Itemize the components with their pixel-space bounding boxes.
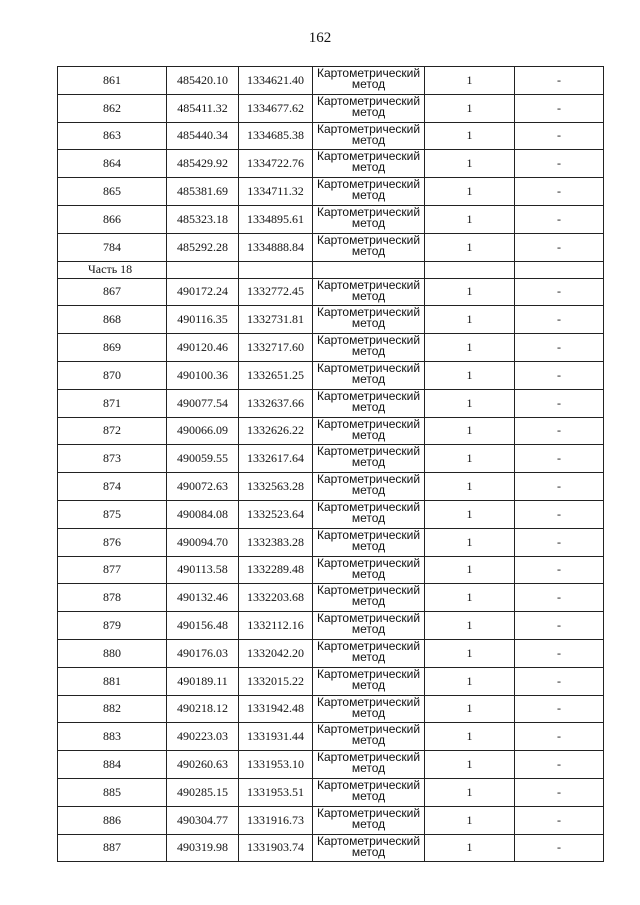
dash-cell: -: [515, 334, 604, 362]
accuracy-cell: 1: [425, 778, 515, 806]
method-cell: [313, 445, 425, 473]
method-cell: [313, 417, 425, 445]
dash-cell: -: [515, 67, 604, 95]
empty-cell: [425, 261, 515, 278]
y-coordinate-cell: 1332523.64: [239, 500, 313, 528]
method-line-2: метод: [351, 622, 386, 637]
table-row: [58, 612, 604, 640]
method-cell: [313, 67, 425, 95]
point-number-cell: 869: [58, 334, 167, 362]
point-number-cell: 882: [58, 695, 167, 723]
table-row: [58, 584, 604, 612]
method-line-2: метод: [351, 844, 386, 859]
point-number-cell: 861: [58, 67, 167, 95]
method-line-2: метод: [351, 288, 386, 303]
table-row: [58, 361, 604, 389]
accuracy-cell: 1: [425, 556, 515, 584]
x-coordinate-cell: 490304.77: [167, 806, 239, 834]
method-line-2: метод: [351, 566, 386, 581]
dash-cell: -: [515, 639, 604, 667]
x-coordinate-cell: 490072.63: [167, 473, 239, 501]
y-coordinate-cell: 1334711.32: [239, 178, 313, 206]
dash-cell: -: [515, 473, 604, 501]
method-cell: [313, 473, 425, 501]
dash-cell: -: [515, 233, 604, 261]
table-row: [58, 94, 604, 122]
dash-cell: -: [515, 205, 604, 233]
method-line-2: метод: [351, 344, 386, 359]
method-cell: [313, 556, 425, 584]
point-number-cell: 886: [58, 806, 167, 834]
x-coordinate-cell: 490132.46: [167, 584, 239, 612]
point-number-cell: 865: [58, 178, 167, 206]
y-coordinate-cell: 1332772.45: [239, 278, 313, 306]
method-line-1: Картометрический: [316, 122, 421, 136]
dash-cell: -: [515, 278, 604, 306]
method-cell: [313, 612, 425, 640]
table-row: [58, 150, 604, 178]
method-cell: [313, 94, 425, 122]
empty-cell: [313, 261, 425, 278]
y-coordinate-cell: 1331931.44: [239, 723, 313, 751]
method-line-1: Картометрический: [316, 667, 421, 681]
coordinates-table: [57, 66, 604, 862]
method-line-2: метод: [351, 371, 386, 386]
dash-cell: -: [515, 445, 604, 473]
table-row: [58, 528, 604, 556]
y-coordinate-cell: 1331916.73: [239, 806, 313, 834]
method-line-1: Картометрический: [316, 361, 421, 375]
method-cell: [313, 122, 425, 150]
x-coordinate-cell: 490156.48: [167, 612, 239, 640]
accuracy-cell: 1: [425, 500, 515, 528]
y-coordinate-cell: 1332626.22: [239, 417, 313, 445]
method-cell: [313, 584, 425, 612]
x-coordinate-cell: 490077.54: [167, 389, 239, 417]
accuracy-cell: 1: [425, 178, 515, 206]
table-section-b: [58, 278, 604, 862]
method-line-2: метод: [351, 705, 386, 720]
method-line-1: Картометрический: [316, 278, 421, 292]
accuracy-cell: 1: [425, 278, 515, 306]
method-line-2: метод: [351, 677, 386, 692]
point-number-cell: 870: [58, 361, 167, 389]
x-coordinate-cell: 490113.58: [167, 556, 239, 584]
dash-cell: -: [515, 806, 604, 834]
accuracy-cell: 1: [425, 751, 515, 779]
accuracy-cell: 1: [425, 417, 515, 445]
table-row: [58, 778, 604, 806]
y-coordinate-cell: 1332717.60: [239, 334, 313, 362]
accuracy-cell: 1: [425, 334, 515, 362]
method-line-1: Картометрический: [316, 834, 421, 848]
method-line-2: метод: [351, 733, 386, 748]
y-coordinate-cell: 1332637.66: [239, 389, 313, 417]
table-row: [58, 334, 604, 362]
method-line-2: метод: [351, 510, 386, 525]
y-coordinate-cell: 1332112.16: [239, 612, 313, 640]
empty-cell: [515, 261, 604, 278]
method-cell: [313, 500, 425, 528]
table-row: [58, 233, 604, 261]
method-line-1: Картометрический: [316, 444, 421, 459]
method-line-1: Картометрический: [316, 205, 421, 219]
method-line-1: Картометрический: [316, 149, 421, 164]
method-line-2: метод: [351, 788, 386, 803]
dash-cell: -: [515, 612, 604, 640]
accuracy-cell: 1: [425, 639, 515, 667]
y-coordinate-cell: 1331903.74: [239, 834, 313, 862]
point-number-cell: 784: [58, 233, 167, 261]
table-row: [58, 122, 604, 150]
table-row: [58, 417, 604, 445]
table-row: [58, 389, 604, 417]
y-coordinate-cell: 1332383.28: [239, 528, 313, 556]
method-line-2: метод: [351, 427, 386, 442]
point-number-cell: 862: [58, 94, 167, 122]
point-number-cell: 877: [58, 556, 167, 584]
point-number-cell: 887: [58, 834, 167, 862]
x-coordinate-cell: 490094.70: [167, 528, 239, 556]
method-line-1: Картометрический: [316, 695, 421, 709]
y-coordinate-cell: 1332731.81: [239, 306, 313, 334]
accuracy-cell: 1: [425, 528, 515, 556]
x-coordinate-cell: 490100.36: [167, 361, 239, 389]
x-coordinate-cell: 490059.55: [167, 445, 239, 473]
y-coordinate-cell: 1334722.76: [239, 150, 313, 178]
x-coordinate-cell: 490319.98: [167, 834, 239, 862]
method-line-1: Картометрический: [316, 177, 421, 192]
accuracy-cell: 1: [425, 445, 515, 473]
method-cell: [313, 278, 425, 306]
method-cell: [313, 639, 425, 667]
table-row: [58, 445, 604, 473]
method-line-1: Картометрический: [316, 472, 421, 487]
table-row: [58, 500, 604, 528]
method-line-2: метод: [351, 188, 386, 203]
point-number-cell: 863: [58, 122, 167, 150]
table-row: [58, 205, 604, 233]
y-coordinate-cell: 1332015.22: [239, 667, 313, 695]
dash-cell: -: [515, 150, 604, 178]
method-line-1: Картометрический: [316, 639, 421, 653]
method-line-1: Картометрический: [316, 389, 421, 403]
y-coordinate-cell: 1332651.25: [239, 361, 313, 389]
method-line-2: метод: [351, 316, 386, 331]
method-line-1: Картометрический: [316, 806, 421, 820]
y-coordinate-cell: 1332203.68: [239, 584, 313, 612]
accuracy-cell: 1: [425, 806, 515, 834]
dash-cell: -: [515, 528, 604, 556]
x-coordinate-cell: 490260.63: [167, 751, 239, 779]
table-row: [58, 306, 604, 334]
y-coordinate-cell: 1332563.28: [239, 473, 313, 501]
part-label: Часть 18: [58, 261, 167, 278]
method-line-2: метод: [351, 538, 386, 553]
method-cell: [313, 806, 425, 834]
accuracy-cell: 1: [425, 67, 515, 95]
point-number-cell: 864: [58, 150, 167, 178]
point-number-cell: 880: [58, 639, 167, 667]
point-number-cell: 883: [58, 723, 167, 751]
accuracy-cell: 1: [425, 233, 515, 261]
method-line-1: Картометрический: [316, 722, 421, 737]
method-line-1: Картометрический: [316, 305, 421, 320]
method-line-2: метод: [351, 649, 386, 664]
method-line-1: Картометрический: [316, 417, 421, 431]
table-row: [58, 667, 604, 695]
method-line-1: Картометрический: [316, 233, 421, 247]
point-number-cell: 876: [58, 528, 167, 556]
accuracy-cell: 1: [425, 306, 515, 334]
accuracy-cell: 1: [425, 361, 515, 389]
empty-cell: [239, 261, 313, 278]
table-section-a: [58, 67, 604, 262]
method-line-1: Картометрический: [316, 500, 421, 514]
x-coordinate-cell: 490066.09: [167, 417, 239, 445]
method-cell: [313, 389, 425, 417]
table-row: [58, 278, 604, 306]
method-cell: [313, 233, 425, 261]
y-coordinate-cell: 1334621.40: [239, 67, 313, 95]
method-line-2: метод: [351, 816, 386, 831]
method-line-2: метод: [351, 455, 386, 470]
point-number-cell: 875: [58, 500, 167, 528]
point-number-cell: 874: [58, 473, 167, 501]
point-number-cell: 881: [58, 667, 167, 695]
table-row: [58, 67, 604, 95]
table-row: [58, 751, 604, 779]
method-line-1: Картометрический: [316, 611, 421, 626]
x-coordinate-cell: 485420.10: [167, 67, 239, 95]
dash-cell: -: [515, 556, 604, 584]
y-coordinate-cell: 1334677.62: [239, 94, 313, 122]
y-coordinate-cell: 1331953.51: [239, 778, 313, 806]
dash-cell: -: [515, 94, 604, 122]
y-coordinate-cell: 1331942.48: [239, 695, 313, 723]
point-number-cell: 866: [58, 205, 167, 233]
y-coordinate-cell: 1331953.10: [239, 751, 313, 779]
x-coordinate-cell: 490084.08: [167, 500, 239, 528]
method-line-2: метод: [351, 243, 386, 258]
x-coordinate-cell: 490116.35: [167, 306, 239, 334]
method-line-2: метод: [351, 104, 386, 119]
point-number-cell: 885: [58, 778, 167, 806]
method-cell: [313, 667, 425, 695]
empty-cell: [167, 261, 239, 278]
dash-cell: -: [515, 122, 604, 150]
table-part-section: [58, 261, 604, 278]
method-line-1: Картометрический: [316, 750, 421, 765]
method-cell: [313, 306, 425, 334]
part-header-row: [58, 261, 604, 278]
dash-cell: -: [515, 361, 604, 389]
x-coordinate-cell: 490189.11: [167, 667, 239, 695]
method-line-1: Картометрический: [316, 528, 421, 542]
point-number-cell: 868: [58, 306, 167, 334]
method-line-2: метод: [351, 399, 386, 414]
method-cell: [313, 695, 425, 723]
method-line-2: метод: [351, 132, 386, 147]
method-line-2: метод: [351, 594, 386, 609]
x-coordinate-cell: 485292.28: [167, 233, 239, 261]
method-cell: [313, 150, 425, 178]
y-coordinate-cell: 1332617.64: [239, 445, 313, 473]
method-line-1: Картометрический: [316, 333, 421, 348]
method-line-2: метод: [351, 160, 386, 175]
method-cell: [313, 751, 425, 779]
x-coordinate-cell: 490218.12: [167, 695, 239, 723]
x-coordinate-cell: 490172.24: [167, 278, 239, 306]
point-number-cell: 884: [58, 751, 167, 779]
accuracy-cell: 1: [425, 205, 515, 233]
method-cell: [313, 528, 425, 556]
method-cell: [313, 334, 425, 362]
dash-cell: -: [515, 306, 604, 334]
accuracy-cell: 1: [425, 667, 515, 695]
table-row: [58, 178, 604, 206]
table-row: [58, 723, 604, 751]
accuracy-cell: 1: [425, 389, 515, 417]
y-coordinate-cell: 1334888.84: [239, 233, 313, 261]
table-row: [58, 473, 604, 501]
dash-cell: -: [515, 834, 604, 862]
x-coordinate-cell: 485381.69: [167, 178, 239, 206]
dash-cell: -: [515, 584, 604, 612]
x-coordinate-cell: 485429.92: [167, 150, 239, 178]
point-number-cell: 873: [58, 445, 167, 473]
method-line-2: метод: [351, 215, 386, 230]
y-coordinate-cell: 1332289.48: [239, 556, 313, 584]
accuracy-cell: 1: [425, 94, 515, 122]
table-row: [58, 639, 604, 667]
point-number-cell: 867: [58, 278, 167, 306]
method-cell: [313, 778, 425, 806]
method-line-1: Картометрический: [316, 66, 421, 80]
x-coordinate-cell: 490223.03: [167, 723, 239, 751]
method-line-1: Картометрический: [316, 778, 421, 792]
method-cell: [313, 361, 425, 389]
dash-cell: -: [515, 389, 604, 417]
accuracy-cell: 1: [425, 723, 515, 751]
x-coordinate-cell: 485411.32: [167, 94, 239, 122]
x-coordinate-cell: 490285.15: [167, 778, 239, 806]
method-cell: [313, 205, 425, 233]
point-number-cell: 879: [58, 612, 167, 640]
method-line-2: метод: [351, 77, 386, 91]
method-line-2: метод: [351, 761, 386, 776]
dash-cell: -: [515, 723, 604, 751]
accuracy-cell: 1: [425, 834, 515, 862]
accuracy-cell: 1: [425, 473, 515, 501]
point-number-cell: 871: [58, 389, 167, 417]
method-cell: [313, 834, 425, 862]
dash-cell: -: [515, 695, 604, 723]
point-number-cell: 878: [58, 584, 167, 612]
dash-cell: -: [515, 751, 604, 779]
accuracy-cell: 1: [425, 584, 515, 612]
x-coordinate-cell: 490176.03: [167, 639, 239, 667]
method-line-1: Картометрический: [316, 94, 421, 108]
x-coordinate-cell: 485323.18: [167, 205, 239, 233]
dash-cell: -: [515, 178, 604, 206]
accuracy-cell: 1: [425, 695, 515, 723]
method-line-1: Картометрический: [316, 556, 421, 570]
method-line-2: метод: [351, 483, 386, 498]
x-coordinate-cell: 485440.34: [167, 122, 239, 150]
dash-cell: -: [515, 778, 604, 806]
dash-cell: -: [515, 500, 604, 528]
y-coordinate-cell: 1332042.20: [239, 639, 313, 667]
point-number-cell: 872: [58, 417, 167, 445]
accuracy-cell: 1: [425, 612, 515, 640]
dash-cell: -: [515, 667, 604, 695]
accuracy-cell: 1: [425, 150, 515, 178]
method-cell: [313, 178, 425, 206]
method-line-1: Картометрический: [316, 583, 421, 598]
table-row: [58, 556, 604, 584]
dash-cell: -: [515, 417, 604, 445]
method-cell: [313, 723, 425, 751]
page-number: 162: [308, 30, 332, 46]
y-coordinate-cell: 1334685.38: [239, 122, 313, 150]
accuracy-cell: 1: [425, 122, 515, 150]
table-row: [58, 834, 604, 862]
table-row: [58, 695, 604, 723]
y-coordinate-cell: 1334895.61: [239, 205, 313, 233]
table-row: [58, 806, 604, 834]
x-coordinate-cell: 490120.46: [167, 334, 239, 362]
